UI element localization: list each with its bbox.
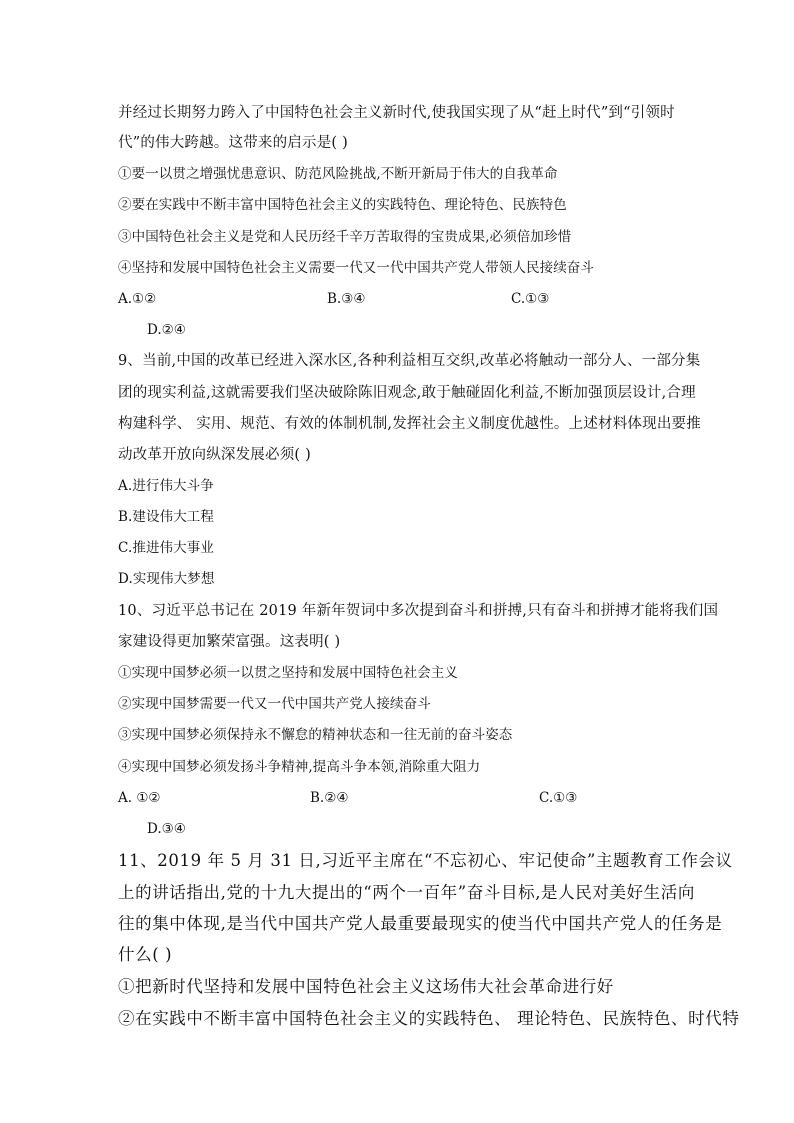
q9-option-c: C.推进伟大事业 (118, 540, 214, 556)
q8-statement-2: ②要在实践中不断丰富中国特色社会主义的实践特色、理论特色、民族特色 (118, 197, 567, 213)
q8-option-b: B.③④ (327, 291, 366, 307)
q10-statement-2: ②实现中国梦需要一代又一代中国共产党人接续奋斗 (118, 696, 431, 712)
q11-stem-line-1: 11、2019 年 5 月 31 日,习近平主席在“不忘初心、牢记使命”主题教育工作会议 (118, 851, 733, 870)
q9-option-b: B.建设伟大工程 (118, 509, 215, 525)
q10-statement-3: ③实现中国梦必须保持永不懈怠的精神状态和一往无前的奋斗姿态 (118, 727, 513, 743)
q11-stem-line-4: 什么( ) (118, 945, 173, 964)
q9-option-d: D.实现伟大梦想 (118, 571, 215, 587)
q11-stem-line-3: 往的集中体现,是当代中国共产党人最重要最现实的使当代中国共产党人的任务是 (118, 914, 723, 933)
q9-stem-line-2: 团的现实利益,这就需要我们坚决破除陈旧观念,敢于触碰固化利益,不断加强顶层设计,合理 (118, 385, 696, 401)
q8-statement-4: ④坚持和发展中国特色社会主义需要一代又一代中国共产党人带领人民接续奋斗 (118, 260, 594, 276)
q10-option-b: B.②④ (310, 790, 349, 806)
q10-option-c: C.①③ (539, 790, 578, 806)
q10-stem-line-2: 家建设得更加繁荣富强。这表明( ) (118, 634, 341, 650)
q8-statement-3: ③中国特色社会主义是党和人民历经千辛万苦取得的宝贵成果,必须倍加珍惜 (118, 229, 572, 245)
q10-stem-line-1: 10、习近平总书记在 2019 年新年贺词中多次提到奋斗和拼搏,只有奋斗和拼搏才能将我们国 (118, 603, 719, 619)
q10-option-d: D.③④ (147, 821, 186, 837)
q10-option-a: A. ①② (118, 790, 161, 806)
q10-statement-1: ①实现中国梦必须一以贯之坚持和发展中国特色社会主义 (118, 665, 458, 681)
q8-statement-1: ①要一以贯之增强忧患意识、防范风险挑战,不断开新局于伟大的自我革命 (118, 166, 558, 182)
q8-option-a: A.①② (118, 291, 157, 307)
q8-option-c: C.①③ (511, 291, 550, 307)
q9-stem-line-3: 构建科学、 实用、规范、有效的体制机制,发挥社会主义制度优越性。上述材料体现出要推 (118, 416, 701, 432)
q8-option-d: D.②④ (147, 322, 186, 338)
q9-option-a: A.进行伟大斗争 (118, 478, 214, 494)
q8-stem-line-1: 并经过长期努力跨入了中国特色社会主义新时代,使我国实现了从“赶上时代”到“引领时 (118, 105, 675, 121)
q9-stem-line-1: 9、当前,中国的改革已经进入深水区,各种利益相互交织,改革必将触动一部分人、一部分集 (118, 353, 701, 369)
q11-statement-2: ②在实践中不断丰富中国特色社会主义的实践特色、 理论特色、民族特色、时代特 (118, 1009, 740, 1028)
q11-statement-1: ①把新时代坚持和发展中国特色社会主义这场伟大社会革命进行好 (118, 977, 614, 996)
q10-statement-4: ④实现中国梦必须发扬斗争精神,提高斗争本领,消除重大阻力 (118, 759, 481, 775)
q9-stem-line-4: 动改革开放向纵深发展必须( ) (118, 447, 311, 463)
q11-stem-line-2: 上的讲话指出,党的十九大提出的“两个一百年”奋斗目标,是人民对美好生活向 (118, 883, 695, 902)
q8-stem-line-2: 代”的伟大跨越。这带来的启示是( ) (118, 135, 348, 151)
